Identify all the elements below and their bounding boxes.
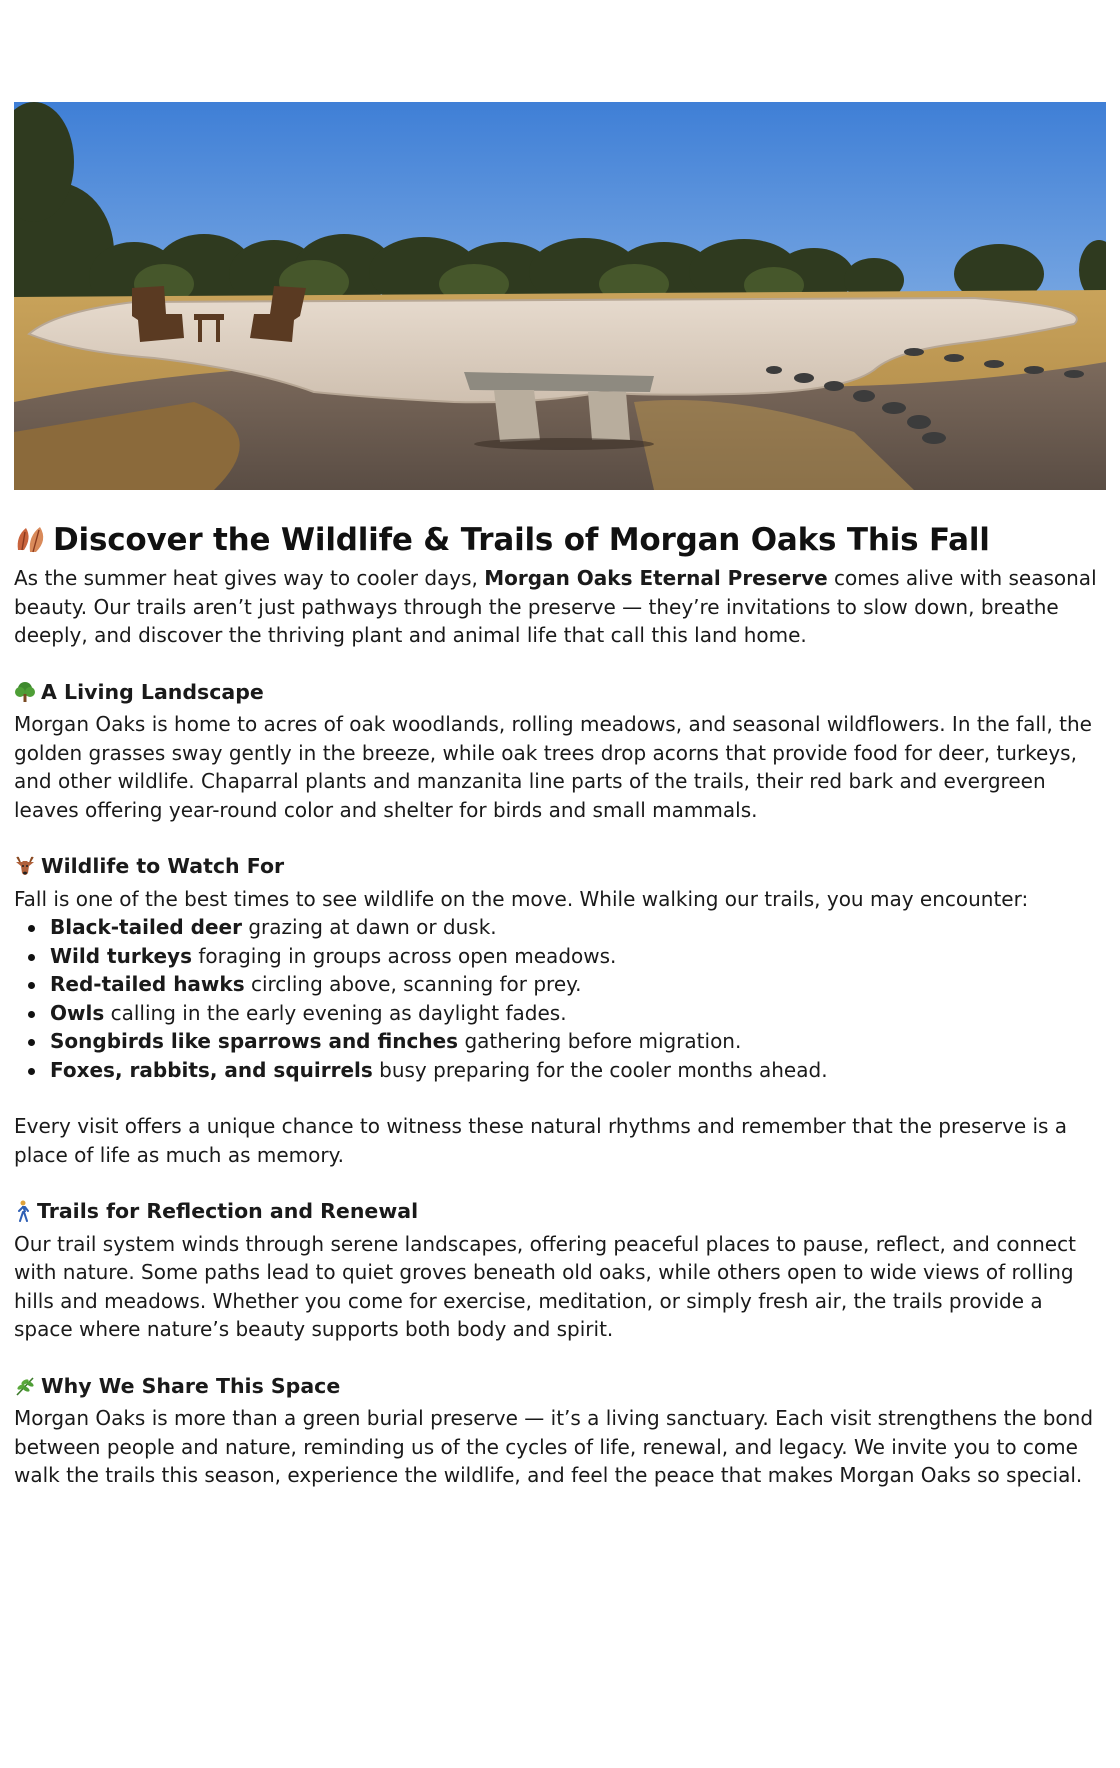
list-item: Foxes, rabbits, and squirrels busy preparing for the cooler months ahead. <box>50 1056 1106 1085</box>
preserve-patio-illustration <box>14 102 1106 490</box>
hero-photo <box>14 102 1106 490</box>
article-title: Discover the Wildlife & Trails of Morgan Oaks This Fall <box>14 520 1106 564</box>
trails-paragraph: Our trail system winds through serene landscapes, offering peaceful places to pause, reflect, and connect with nature. Some paths lead to quiet groves beneath old oaks, while others open to wide views of rolling hills and meadows. Whether you come for exercise, meditation, or simply fresh air, the trails provide a space where nature’s beauty supports both body and spirit. <box>14 1231 1076 1341</box>
herb-icon <box>14 1375 36 1405</box>
wildlife-heading: Wildlife to Watch For <box>14 852 1106 885</box>
wildlife-outro: Every visit offers a unique chance to witness these natural rhythms and remember that the preserve is a place of life as much as memory. <box>14 1114 1068 1167</box>
preserve-name: Morgan Oaks Eternal Preserve <box>484 566 828 590</box>
article-body <box>14 520 1106 1490</box>
tree-icon <box>14 681 36 711</box>
intro-paragraph: As the summer heat gives way to cooler days, Morgan Oaks Eternal Preserve comes alive with seasonal beauty. Our trails aren’t just pathways through the preserve — they’re invitations to slow down, breathe deeply, and discover the thriving plant and animal life that call this land home. <box>14 566 1097 647</box>
wildlife-list <box>14 913 1106 1084</box>
trails-heading: Trails for Reflection and Renewal <box>14 1197 1106 1230</box>
wildlife-intro: Fall is one of the best times to see wildlife on the move. While walking our trails, you may encounter: <box>14 886 1029 911</box>
list-item: Songbirds like sparrows and finches gathering before migration. <box>50 1027 1106 1056</box>
list-item: Owls calling in the early evening as daylight fades. <box>50 999 1106 1028</box>
deer-icon <box>14 855 36 885</box>
landscape-heading: A Living Landscape <box>14 678 1106 711</box>
landscape-paragraph: Morgan Oaks is home to acres of oak woodlands, rolling meadows, and seasonal wildflowers. In the fall, the golden grasses sway gently in the breeze, while oak trees drop acorns that provide food for deer, turkeys, and other wildlife. Chaparral plants and manzanita line parts of the trails, their red bark and evergreen leaves offering year-round color and shelter for birds and small mammals. <box>14 712 1092 822</box>
share-paragraph: Morgan Oaks is more than a green burial preserve — it’s a living sanctuary. Each visit strengthens the bond between people and nature, reminding us of the cycles of life, renewal, and legacy. We invite you to come walk the trails this season, experience the wildlife, and feel the peace that makes Morgan Oaks so special. <box>14 1406 1094 1487</box>
list-item: Red-tailed hawks circling above, scanning for prey. <box>50 970 1106 999</box>
list-item: Wild turkeys foraging in groups across open meadows. <box>50 942 1106 971</box>
share-heading: Why We Share This Space <box>14 1372 1106 1405</box>
fallen-leaves-icon <box>14 524 48 564</box>
person-walking-icon <box>14 1200 32 1230</box>
list-item: Black-tailed deer grazing at dawn or dusk. <box>50 913 1106 942</box>
